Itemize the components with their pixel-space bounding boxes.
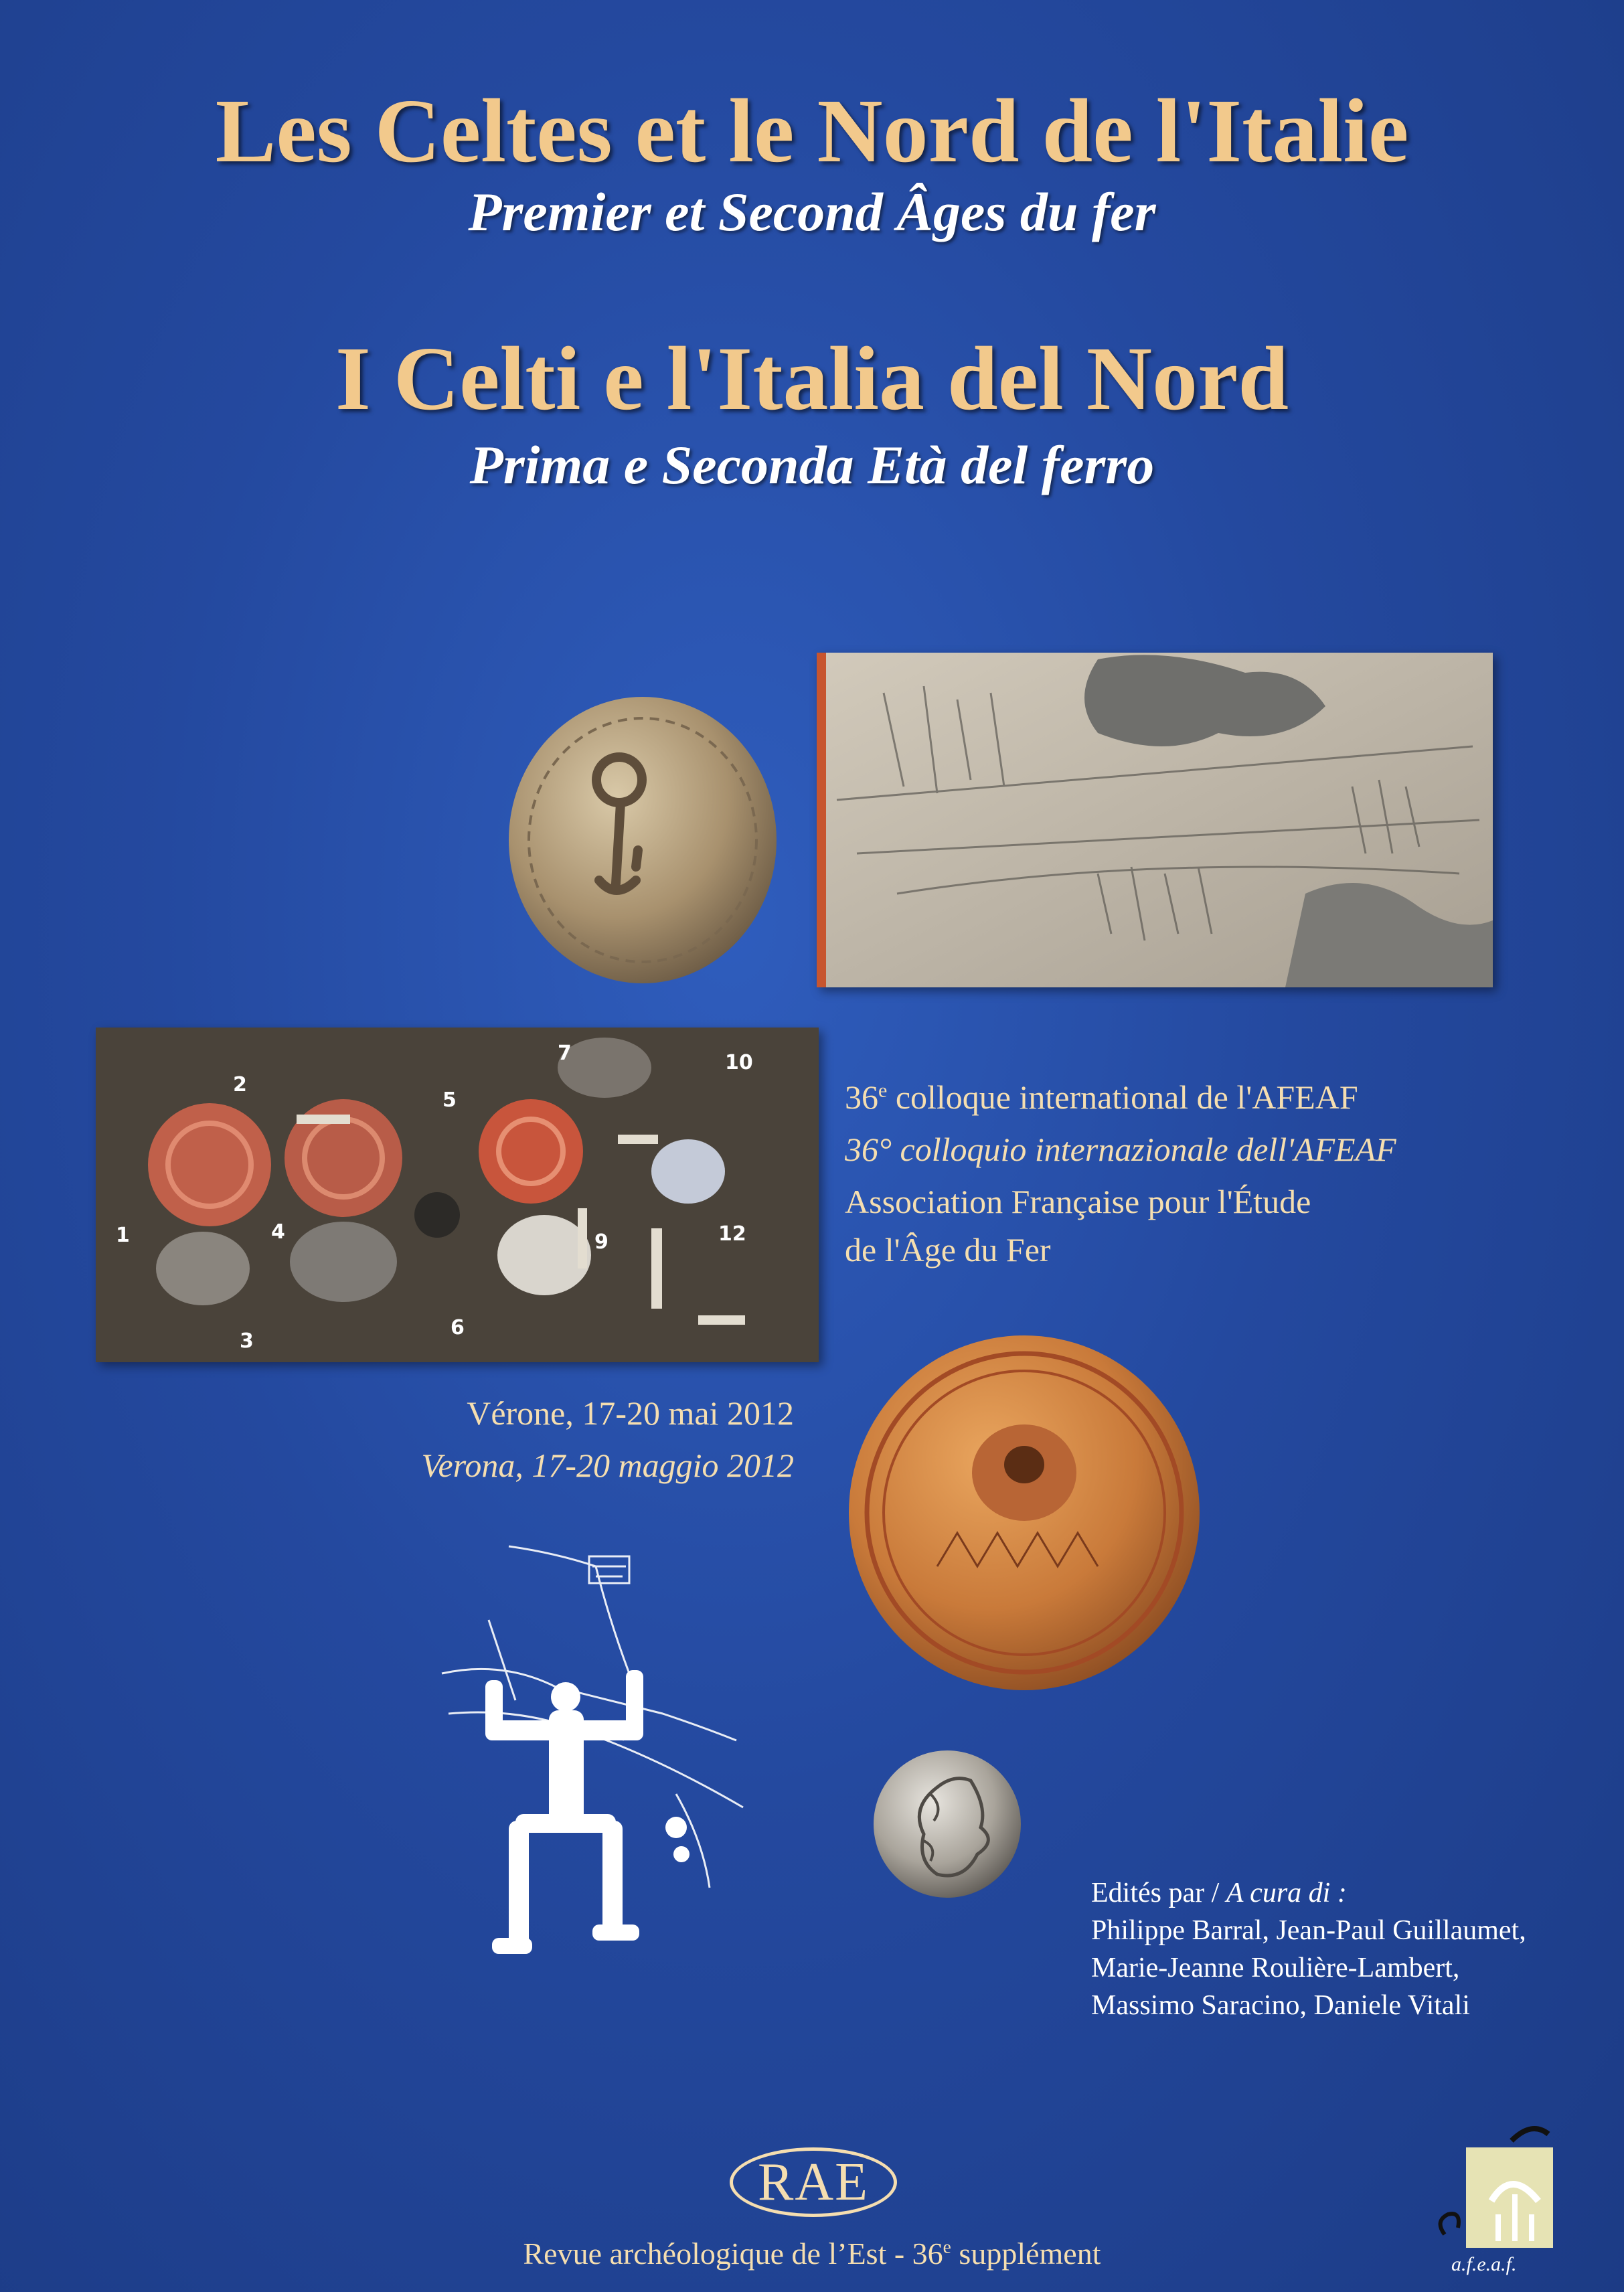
excavation-label-12: 12	[718, 1222, 746, 1246]
excavation-grave-photo	[96, 1028, 819, 1362]
excavation-label-6: 6	[451, 1316, 465, 1339]
association-line-1: Association Française pour l'Étude	[845, 1183, 1311, 1220]
carved-stone-disc-photo	[505, 693, 780, 987]
excavation-label-9: 9	[594, 1230, 608, 1254]
venue-italian: Verona, 17-20 maggio 2012	[421, 1447, 794, 1484]
excavation-label-7: 7	[558, 1042, 572, 1065]
excavation-label-3: 3	[240, 1329, 254, 1353]
colloquium-info	[845, 1071, 1396, 1276]
excavation-label-4: 4	[271, 1220, 285, 1244]
afeaf-emblem-icon	[1431, 2121, 1558, 2255]
venue-french: Vérone, 17-20 mai 2012	[467, 1394, 794, 1432]
editors-block	[1091, 1874, 1526, 2024]
rock-art-warrior-drawing	[422, 1540, 770, 1975]
engraved-stone-slab-photo	[817, 653, 1493, 987]
terracotta-whorl-photo	[843, 1332, 1205, 1694]
afeaf-logo	[1431, 2121, 1558, 2288]
excavation-label-5: 5	[442, 1088, 457, 1112]
title-french: Les Celtes et le Nord de l'Italie	[215, 81, 1409, 181]
colloquium-french: 36e colloque international de l'AFEAF	[845, 1078, 1358, 1116]
excavation-label-2: 2	[233, 1073, 247, 1096]
series-line: Revue archéologique de l’Est - 36e supplément	[523, 2236, 1101, 2271]
colloquium-italian: 36° colloquio internazionale dell'AFEAF	[845, 1131, 1396, 1168]
editors-line-2: Marie-Jeanne Roulière-Lambert,	[1091, 1953, 1460, 1983]
afeaf-logo-text: a.f.e.a.f.	[1451, 2253, 1517, 2275]
excavation-label-1: 1	[116, 1224, 130, 1247]
editors-label: Edités par / A cura di :	[1091, 1878, 1347, 1908]
excavation-label-10: 10	[725, 1051, 753, 1074]
editors-line-1: Philippe Barral, Jean-Paul Guillaumet,	[1091, 1915, 1526, 1946]
editors-line-3: Massimo Saracino, Daniele Vitali	[1091, 1990, 1470, 2021]
venue-dates	[422, 1387, 794, 1491]
subtitle-french: Premier et Second Âges du fer	[468, 181, 1156, 242]
association-line-2: de l'Âge du Fer	[845, 1231, 1051, 1268]
title-italian: I Celti e l'Italia del Nord	[335, 329, 1289, 429]
subtitle-italian: Prima e Seconda Età del ferro	[469, 434, 1155, 495]
celtic-coin-photo	[870, 1747, 1024, 1901]
rae-logo: RAE	[730, 2147, 897, 2217]
